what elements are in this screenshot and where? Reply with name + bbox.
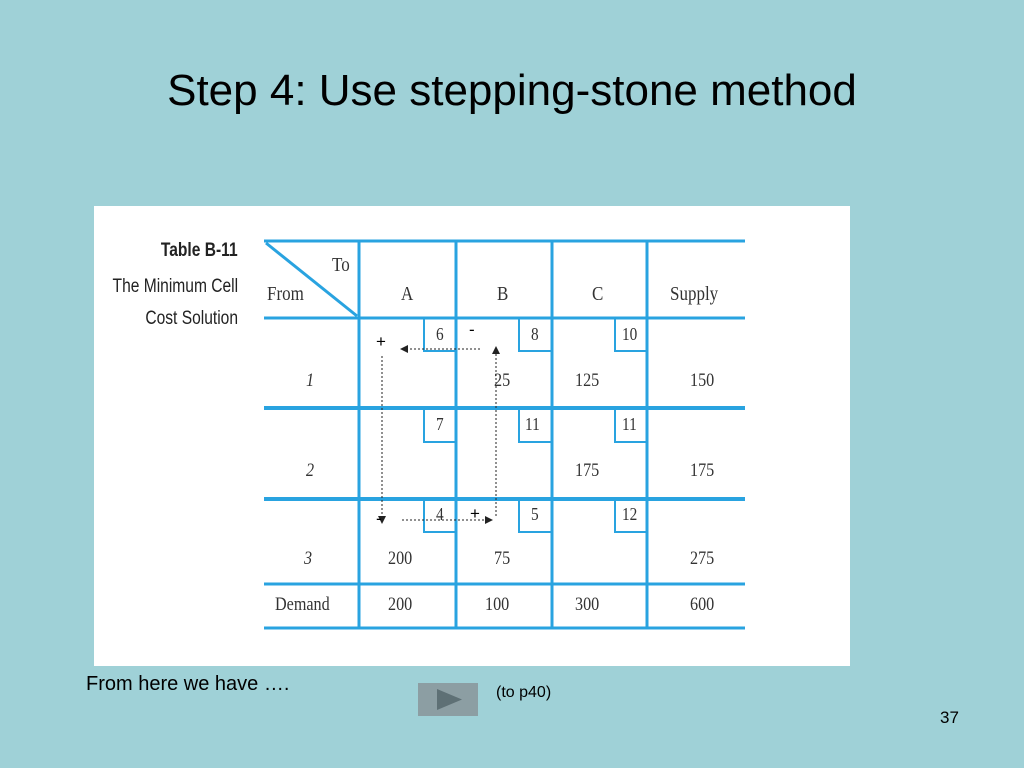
page-number: 37 bbox=[940, 708, 959, 727]
play-triangle-icon bbox=[418, 683, 478, 716]
demand-total: 600 bbox=[690, 594, 715, 615]
table-caption-line-2: Cost Solution bbox=[145, 308, 238, 329]
cost-1a: 6 bbox=[436, 324, 444, 344]
row-label-2: 2 bbox=[306, 460, 315, 481]
next-slide-button[interactable] bbox=[418, 683, 478, 716]
column-header-c: C bbox=[592, 283, 604, 305]
row-label-1: 1 bbox=[306, 370, 315, 391]
demand-a: 200 bbox=[388, 594, 413, 615]
demand-b: 100 bbox=[485, 594, 510, 615]
column-header-b: B bbox=[497, 283, 509, 305]
demand-label: Demand bbox=[275, 594, 330, 615]
table-title: Table B-11 bbox=[161, 240, 238, 261]
supply-1: 150 bbox=[690, 370, 715, 391]
cost-3b: 5 bbox=[531, 504, 539, 524]
corner-to-label: To bbox=[332, 254, 350, 276]
table-figure bbox=[94, 206, 850, 666]
column-header-supply: Supply bbox=[670, 283, 719, 305]
demand-c: 300 bbox=[575, 594, 600, 615]
allocation-2c: 175 bbox=[575, 460, 600, 481]
allocation-3a: 200 bbox=[388, 548, 413, 569]
cost-2b: 11 bbox=[525, 414, 540, 434]
path-sign-1b: - bbox=[469, 320, 475, 339]
slide-title: Step 4: Use stepping-stone method bbox=[167, 66, 857, 115]
cost-1c: 10 bbox=[622, 324, 638, 344]
cost-2c: 11 bbox=[622, 414, 637, 434]
table-grid bbox=[94, 206, 850, 666]
cost-1b: 8 bbox=[531, 324, 539, 344]
cost-2a: 7 bbox=[436, 414, 444, 434]
allocation-1b: 25 bbox=[494, 370, 511, 391]
path-sign-3b: + bbox=[470, 504, 480, 523]
path-sign-3a: - bbox=[376, 509, 382, 528]
footer-text: From here we have …. bbox=[86, 673, 290, 695]
row-label-3: 3 bbox=[304, 548, 313, 569]
table-caption-line-1: The Minimum Cell bbox=[112, 276, 238, 297]
column-header-a: A bbox=[401, 283, 414, 305]
link-to-page-40[interactable]: (to p40) bbox=[496, 684, 552, 701]
allocation-3b: 75 bbox=[494, 548, 511, 569]
cost-3c: 12 bbox=[622, 504, 638, 524]
corner-from-label: From bbox=[267, 283, 304, 305]
cost-3a: 4 bbox=[436, 504, 444, 524]
allocation-1c: 125 bbox=[575, 370, 600, 391]
supply-3: 275 bbox=[690, 548, 715, 569]
path-sign-1a: + bbox=[376, 332, 386, 351]
supply-2: 175 bbox=[690, 460, 715, 481]
